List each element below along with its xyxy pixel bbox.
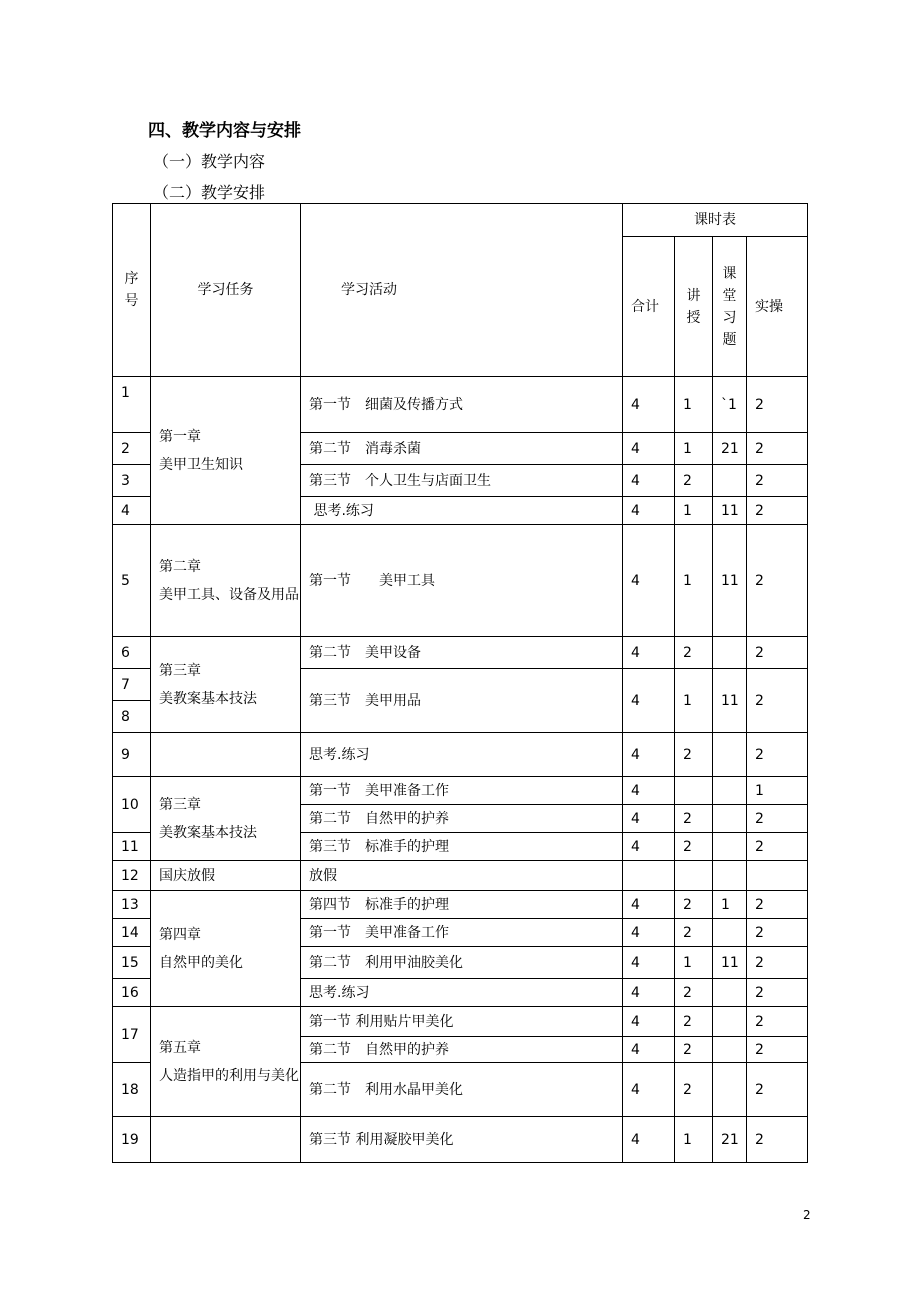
header-practice: 实操 [747,237,808,377]
cell-lecture: 2 [675,733,713,777]
cell-practice: 2 [747,833,808,861]
cell-seq: 5 [113,525,151,637]
cell-activity: 思考.练习 [301,497,623,525]
cell-total: 4 [623,891,675,919]
cell-activity: 思考.练习 [301,733,623,777]
subheading-schedule: （二）教学安排 [153,183,266,202]
cell-activity: 第一节 美甲准备工作 [301,777,623,805]
cell-seq: 11 [113,833,151,861]
cell-exercise: 21 [713,433,747,465]
cell-practice: 2 [747,377,808,433]
cell-total: 4 [623,433,675,465]
cell-practice: 2 [747,1117,808,1163]
cell-exercise [713,1037,747,1063]
table-row [113,861,808,891]
cell-practice: 2 [747,637,808,669]
cell-activity: 第三节 利用凝胶甲美化 [301,1117,623,1163]
cell-task: 第三章 美教案基本技法 [151,777,301,861]
cell-total: 4 [623,805,675,833]
table-row [113,891,808,919]
cell-total: 4 [623,637,675,669]
cell-exercise [713,777,747,805]
schedule-table [112,203,808,1163]
cell-lecture: 1 [675,669,713,733]
cell-lecture: 2 [675,1063,713,1117]
cell-seq: 8 [113,701,151,733]
header-seq: 序号 [113,204,151,377]
cell-task: 第四章 自然甲的美化 [151,891,301,1007]
header-task: 学习任务 [151,204,301,377]
cell-total: 4 [623,465,675,497]
table-row [113,525,808,637]
cell-activity: 第一节 细菌及传播方式 [301,377,623,433]
cell-lecture: 2 [675,805,713,833]
cell-total: 4 [623,919,675,947]
cell-activity: 第三节 个人卫生与店面卫生 [301,465,623,497]
cell-activity: 放假 [301,861,623,891]
section-heading: 四、教学内容与安排 [148,121,301,141]
cell-lecture: 2 [675,1007,713,1037]
cell-exercise [713,833,747,861]
cell-lecture: 2 [675,637,713,669]
cell-activity: 第一节 美甲工具 [301,525,623,637]
cell-exercise [713,733,747,777]
cell-activity: 第二节 利用甲油胶美化 [301,947,623,979]
cell-seq: 15 [113,947,151,979]
cell-lecture: 2 [675,919,713,947]
cell-exercise: 11 [713,669,747,733]
cell-practice: 2 [747,891,808,919]
cell-practice [747,861,808,891]
cell-activity: 思考.练习 [301,979,623,1007]
cell-task: 第五章 人造指甲的利用与美化 [151,1007,301,1117]
cell-seq: 4 [113,497,151,525]
cell-exercise [713,861,747,891]
cell-seq: 13 [113,891,151,919]
cell-practice: 2 [747,1063,808,1117]
cell-exercise [713,465,747,497]
cell-lecture: 2 [675,1037,713,1063]
cell-total: 4 [623,1007,675,1037]
cell-seq: 2 [113,433,151,465]
cell-seq: 7 [113,669,151,701]
cell-lecture: 1 [675,433,713,465]
cell-exercise [713,1007,747,1037]
cell-exercise [713,919,747,947]
cell-lecture: 2 [675,979,713,1007]
cell-total: 4 [623,525,675,637]
cell-total: 4 [623,1063,675,1117]
cell-practice: 2 [747,733,808,777]
cell-activity: 第四节 标准手的护理 [301,891,623,919]
cell-seq: 16 [113,979,151,1007]
table-row [113,777,808,805]
header-lecture: 讲授 [675,237,713,377]
cell-activity: 第一节 利用贴片甲美化 [301,1007,623,1037]
cell-total: 4 [623,833,675,861]
cell-practice: 2 [747,1037,808,1063]
cell-practice: 1 [747,777,808,805]
cell-seq: 14 [113,919,151,947]
cell-task: 第二章 美甲工具、设备及用品 [151,525,301,637]
cell-practice: 2 [747,497,808,525]
cell-total: 4 [623,669,675,733]
cell-lecture [675,861,713,891]
cell-total: 4 [623,947,675,979]
cell-lecture: 1 [675,525,713,637]
cell-exercise: 21 [713,1117,747,1163]
cell-exercise [713,805,747,833]
cell-task: 国庆放假 [151,861,301,891]
cell-activity: 第二节 自然甲的护养 [301,805,623,833]
cell-exercise [713,979,747,1007]
table-row [113,1117,808,1163]
cell-total: 4 [623,497,675,525]
cell-seq: 18 [113,1063,151,1117]
cell-total: 4 [623,1037,675,1063]
cell-seq: 10 [113,777,151,833]
header-total: 合计 [623,237,675,377]
cell-total: 4 [623,979,675,1007]
cell-seq: 17 [113,1007,151,1063]
cell-exercise [713,1063,747,1117]
cell-practice: 2 [747,525,808,637]
cell-task [151,733,301,777]
cell-seq: 6 [113,637,151,669]
cell-practice: 2 [747,805,808,833]
cell-total: 4 [623,777,675,805]
subheading-content: （一）教学内容 [153,152,266,171]
cell-seq: 1 [113,377,151,433]
cell-total: 4 [623,377,675,433]
cell-total: 4 [623,1117,675,1163]
cell-seq: 3 [113,465,151,497]
cell-seq: 19 [113,1117,151,1163]
cell-practice: 2 [747,1007,808,1037]
cell-activity: 第二节 消毒杀菌 [301,433,623,465]
cell-lecture: 1 [675,947,713,979]
cell-total: 4 [623,733,675,777]
cell-lecture: 2 [675,833,713,861]
cell-activity: 第二节 利用水晶甲美化 [301,1063,623,1117]
cell-practice: 2 [747,947,808,979]
cell-activity: 第二节 自然甲的护养 [301,1037,623,1063]
cell-exercise: 11 [713,525,747,637]
table-row [113,637,808,669]
cell-task: 第三章 美教案基本技法 [151,637,301,733]
table-row [113,733,808,777]
cell-task: 第一章 美甲卫生知识 [151,377,301,525]
cell-total [623,861,675,891]
header-exercise: 课堂习题 [713,237,747,377]
cell-practice: 2 [747,465,808,497]
cell-exercise: 11 [713,497,747,525]
cell-exercise: `1 [713,377,747,433]
cell-seq: 12 [113,861,151,891]
page-number: 2 [803,1208,811,1222]
cell-activity: 第三节 美甲用品 [301,669,623,733]
cell-practice: 2 [747,919,808,947]
cell-activity: 第二节 美甲设备 [301,637,623,669]
header-activity: 学习活动 [301,204,623,377]
cell-lecture: 2 [675,465,713,497]
cell-task [151,1117,301,1163]
cell-activity: 第三节 标准手的护理 [301,833,623,861]
cell-lecture [675,777,713,805]
cell-exercise [713,637,747,669]
cell-lecture: 1 [675,1117,713,1163]
cell-practice: 2 [747,979,808,1007]
table-row [113,377,808,433]
table-row [113,1007,808,1037]
cell-exercise: 11 [713,947,747,979]
cell-lecture: 1 [675,497,713,525]
cell-practice: 2 [747,433,808,465]
cell-lecture: 1 [675,377,713,433]
header-hours: 课时表 [623,204,808,237]
cell-seq: 9 [113,733,151,777]
cell-lecture: 2 [675,891,713,919]
cell-exercise: 1 [713,891,747,919]
cell-practice: 2 [747,669,808,733]
cell-activity: 第一节 美甲准备工作 [301,919,623,947]
